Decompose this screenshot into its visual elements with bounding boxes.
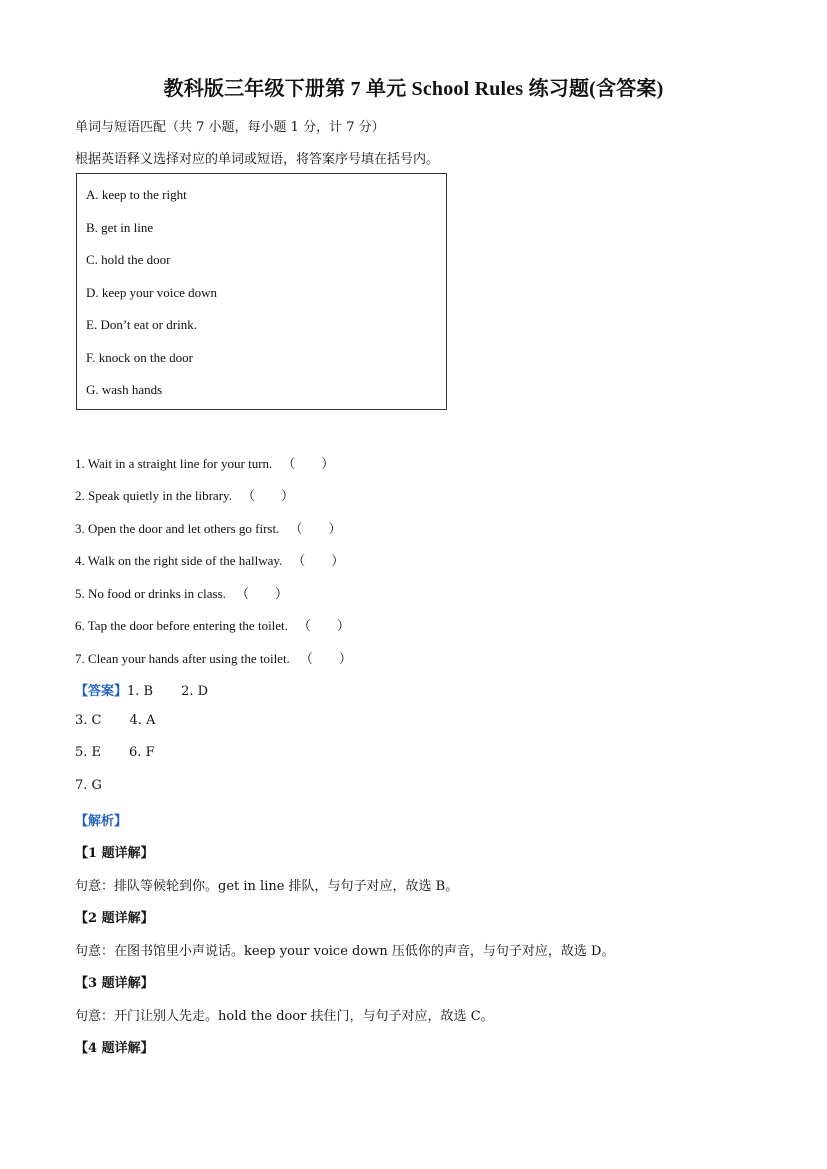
answer-item: 3. C: [75, 713, 102, 728]
answer-item: 4. A: [129, 713, 156, 728]
answer-blank: （ ）: [241, 488, 294, 503]
answer-blank: （ ）: [299, 651, 352, 666]
answer-item: 7. G: [75, 778, 102, 793]
question-text: 7. Clean your hands after using the toilet.: [75, 651, 290, 666]
answer-item: 5. E: [75, 745, 102, 760]
question-text: 3. Open the door and let others go first.: [75, 521, 280, 536]
detail-heading-3: 【3 题详解】: [75, 976, 154, 991]
section-heading: 单词与短语匹配（共 7 小题，每小题 1 分，计 7 分）: [75, 120, 385, 135]
question-4: [75, 550, 350, 569]
options-box: [76, 173, 447, 410]
answer-blank: （ ）: [289, 521, 342, 536]
answer-item: 1. B: [127, 684, 154, 699]
detail-heading-2: 【2 题详解】: [75, 911, 154, 926]
answer-blank: （ ）: [297, 618, 350, 633]
option-b: B. get in line: [86, 220, 154, 235]
question-7: [75, 648, 358, 667]
question-text: 6. Tap the door before entering the toilet.: [75, 618, 288, 633]
analysis-label: 【解析】: [75, 814, 128, 829]
answer-row-4: [75, 778, 102, 793]
question-text: 2. Speak quietly in the library.: [75, 488, 232, 503]
detail-text-1: 句意：排队等候轮到你。get in line 排队，与句子对应，故选 B。: [75, 879, 459, 894]
detail-heading-1: 【1 题详解】: [75, 846, 154, 861]
option-d: D. keep your voice down: [86, 285, 218, 300]
detail-text-3: 句意：开门让别人先走。hold the door 扶住门，与句子对应，故选 C。: [75, 1009, 494, 1024]
answer-blank: （ ）: [282, 456, 335, 471]
option-g: G. wash hands: [86, 382, 163, 397]
section-instruction: 根据英语释义选择对应的单词或短语，将答案序号填在括号内。: [75, 152, 440, 167]
question-2: [75, 485, 300, 504]
option-f: F. knock on the door: [86, 350, 193, 365]
question-3: [75, 518, 347, 537]
answer-blank: （ ）: [292, 553, 345, 568]
detail-heading-4: 【4 题详解】: [75, 1041, 154, 1056]
question-text: 4. Walk on the right side of the hallway.: [75, 553, 283, 568]
answer-item: 6. F: [129, 745, 155, 760]
answer-label: 【答案】: [75, 684, 128, 699]
question-text: 5. No food or drinks in class.: [75, 586, 226, 601]
question-1: [75, 453, 340, 472]
answer-item: 2. D: [181, 684, 209, 699]
answer-blank: （ ）: [235, 586, 288, 601]
answer-row-3: [75, 745, 155, 760]
page-title: 教科版三年级下册第 7 单元 School Rules 练习题(含答案): [163, 78, 664, 100]
detail-text-2: 句意：在图书馆里小声说话。keep your voice down 压低你的声音，与句子对应，故选 D。: [75, 944, 615, 959]
option-a: A. keep to the right: [86, 187, 187, 202]
question-5: [75, 583, 294, 602]
answer-row-2: [75, 713, 155, 728]
question-text: 1. Wait in a straight line for your turn.: [75, 456, 273, 471]
option-e: E. Don’t eat or drink.: [86, 317, 197, 332]
question-6: [75, 615, 356, 634]
answer-row-1: [75, 680, 208, 699]
option-c: C. hold the door: [86, 252, 171, 267]
